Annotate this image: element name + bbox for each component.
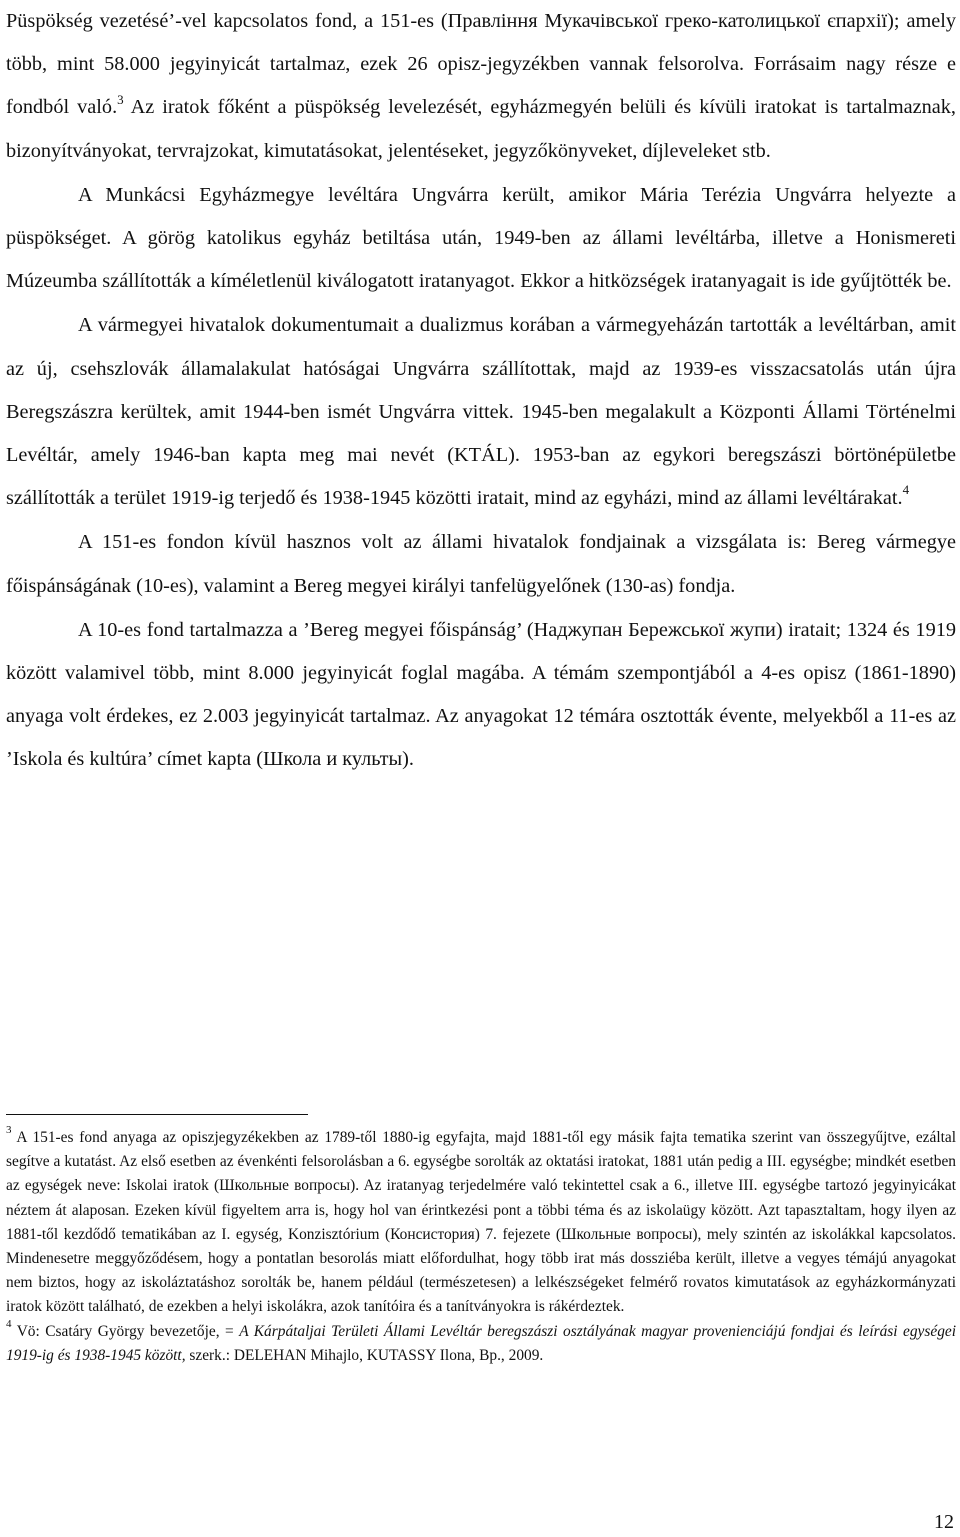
paragraph: [6, 609, 956, 782]
paragraph: [6, 304, 956, 520]
text-segment: A 151-es fond anyaga az opiszjegyzékekben az 1789-től 1880-ig egyfajta, majd 1881-től egy másik fajta tematika szerint van összegyűjtve, ezáltal segítve a kutatást. Az első esetben az évenkénti felsorolásban a 6. egységbe sorolták az oktatási iratokat, 1881 után pedig a III. egységbe; mindkét esetben az egységek neve: Iskolai iratok (Школьные вопросы). Az iratanyag terjedelmére való tekintettel csak a 6., illetve III. egységbe tartozó jegyinyicákat néztem át alaposan. Ezeken kívül figyeltem arra is, hogy hol van érintkezési pont a többi téma és az iskolaügy között. Azt tapasztaltam, hogy ilyen az 1881-től kezdődő tematikában az I. egység, Konzisztórium (Консистория) 7. fejezete (Школьные вопросы), mely szintén az iskolákkal kapcsolatos. Mindenesetre meggyőződésem, hogy a pontatlan besorolás miatt előfordulhat, hogy több irat más dossziéba került, illetve a vegyes témájú anyagokat nem biztos, hogy az iskoláztatáshoz sorolták be, hanem például (természetesen) a lelkészségeket felmérő rovatos kimutatások az egyházkormányzati iratok között található, de ezekben a helyi iskolákra, azok tanítóira és a tanítványokra is rákérdeztek.: [6, 1129, 956, 1316]
text-segment: szerk.: DELEHAN Mihajlo, KUTASSY Ilona, Bp., 2009.: [185, 1346, 544, 1364]
text-segment: A 10-es fond tartalmazza a ’Bereg megyei főispánság’ (Наджупан Бережської жупи) iratait; 1324 és 1919 között valamivel több, mint 8.000 jegyinyicát foglal magába. A témám szempontjából a 4-es opisz (1861-1890) anyaga volt érdekes, ez 2.003 jegyinyicát tartalmaz. Az anyagokat 12 témára osztották évente, melyekből a 11-es az ’Iskola és kultúra’ címet kapta (Школа и культы).: [6, 618, 956, 771]
footnote-ref: 3: [117, 91, 124, 107]
paragraph: [6, 521, 956, 607]
paragraph: [6, 174, 956, 304]
footnote-ref: 3: [6, 1123, 12, 1136]
text-segment: Az iratok főként a püspökség levelezését, egyházmegyén belüli és kívüli iratokat is tartalmaznak, bizonyítványokat, tervrajzokat, kimutatásokat, jelentéseket, jegyzőkönyveket, díjleveleket stb.: [6, 96, 956, 162]
body-text: [6, 0, 956, 782]
text-segment: A Munkácsi Egyházmegye levéltára Ungvárra került, amikor Mária Terézia Ungvárra helyezte a püspökséget. A görög katolikus egyház betiltása után, 1949-ben az állami levéltárba, illetve a Honismereti Múzeumba szállították a kíméletlenül kiválogatott iratanyagot. Ekkor a hitközségek iratanyagait is ide gyűjtötték be.: [6, 183, 956, 293]
text-segment: A vármegyei hivatalok dokumentumait a dualizmus korában a vármegyeházán tartották a levéltárban, amit az új, csehszlovák államalakulat hatóságai Ungvárra szállítottak, majd az 1939-es visszacsatolás után újra Beregszászra kerültek, amit 1944-ben ismét Ungvárra vittek. 1945-ben megalakult a Központi Állami Történelmi Levéltár, amely 1946-ban kapta meg mai nevét (KTÁL). 1953-ban az egykori beregszászi börtönépületbe szállították a terület 1919-ig terjedő és 1938-1945 közötti iratait, mind az egyházi, mind az állami levéltárakat.: [6, 314, 956, 510]
paragraph: [6, 0, 956, 173]
text-segment: A 151-es fondon kívül hasznos volt az állami hivatalok fondjainak a vizsgálata is: Bereg vármegye főispánságának (10-es), valamint a Bereg megyei királyi tanfelügyelőnek (130-as) fondja.: [6, 531, 956, 597]
document-page: [6, 0, 956, 1364]
footnote-separator: [6, 1114, 308, 1115]
text-segment: Püspökség vezetésé’-vel kapcsolatos fond, a 151-es (Правління Мукачівської греко-католицької єпархії); amely több, mint 58.000 jegyinyicát tartalmaz, ezek 26 opisz-jegyzékben vannak felsorolva. Forrásaim nagy része e fondból való.: [6, 10, 956, 119]
footnote: [6, 1123, 956, 1320]
page-number: 12: [934, 1511, 954, 1533]
footnotes: [6, 1123, 956, 1368]
footnote: [6, 1317, 956, 1368]
footnote-ref: 4: [902, 482, 910, 498]
text-segment: Vö: Csatáry György bevezetője, =: [11, 1322, 240, 1340]
footnote-ref: 4: [6, 1317, 12, 1330]
text-segment: A Kárpátaljai Területi Állami Levéltár beregszászi osztályának magyar provenienciájú fondjai és leírási egységei 1919-ig és 1938-1945 között,: [6, 1322, 956, 1364]
